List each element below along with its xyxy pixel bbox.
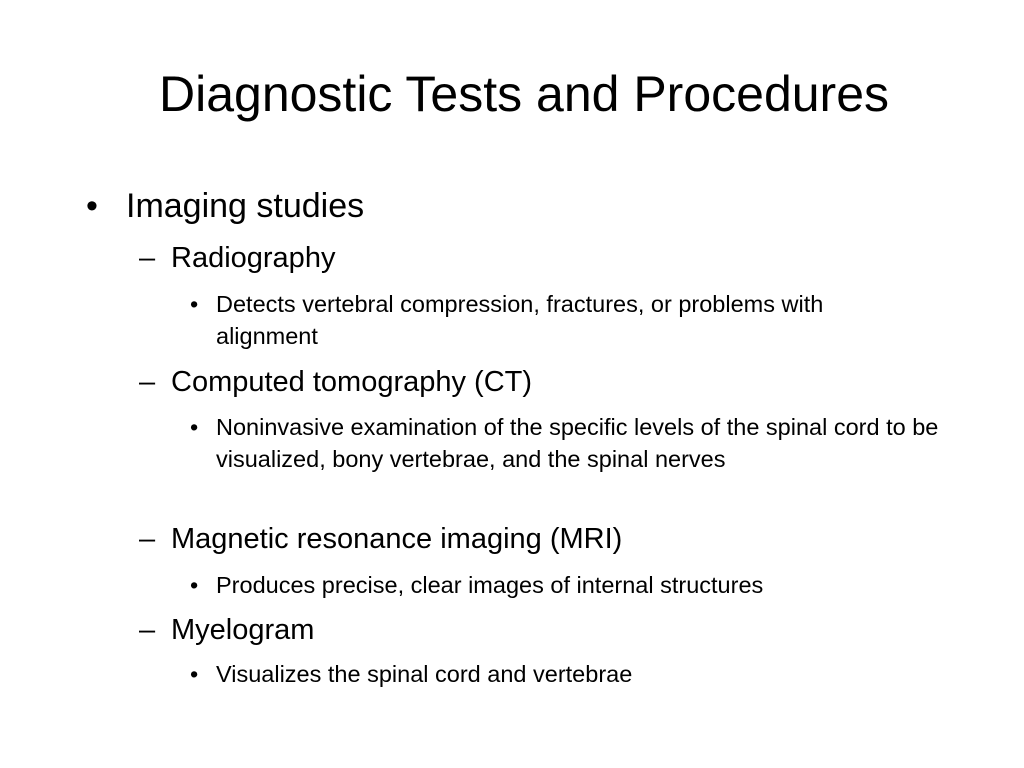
detail-text: Produces precise, clear images of internal structures xyxy=(216,572,764,598)
bullet-dot-icon: • xyxy=(190,661,199,687)
detail-text: Detects vertebral compression, fractures, or problems with alignment xyxy=(216,291,824,349)
detail-myelogram xyxy=(190,658,996,690)
dash-icon: – xyxy=(139,523,156,555)
slide-title: Diagnostic Tests and Procedures xyxy=(158,66,890,122)
sub-bullet-ct xyxy=(139,364,533,400)
sub-bullet-label: Magnetic resonance imaging (MRI) xyxy=(171,523,623,555)
detail-ct xyxy=(190,411,976,475)
detail-mri xyxy=(190,569,996,601)
sub-bullet-radiography xyxy=(139,240,336,276)
detail-text: Visualizes the spinal cord and vertebrae xyxy=(216,661,633,687)
bullet-label: Imaging studies xyxy=(126,187,365,225)
sub-bullet-label: Radiography xyxy=(171,242,336,274)
dash-icon: – xyxy=(139,242,156,274)
sub-bullet-mri xyxy=(139,521,623,557)
sub-bullet-myelogram xyxy=(139,612,315,648)
dash-icon: – xyxy=(139,366,156,398)
detail-text: Noninvasive examination of the specific levels of the spinal cord to be visualized, bony vertebrae, and the spinal nerves xyxy=(216,414,939,472)
bullet-dot-icon: • xyxy=(190,414,199,440)
sub-bullet-label: Myelogram xyxy=(171,614,315,646)
bullet-imaging-studies xyxy=(86,186,365,226)
detail-radiography xyxy=(190,288,916,352)
bullet-dot-icon: • xyxy=(190,291,199,317)
bullet-dot-icon: • xyxy=(86,187,98,225)
dash-icon: – xyxy=(139,614,156,646)
sub-bullet-label: Computed tomography (CT) xyxy=(171,366,533,398)
bullet-dot-icon: • xyxy=(190,572,199,598)
